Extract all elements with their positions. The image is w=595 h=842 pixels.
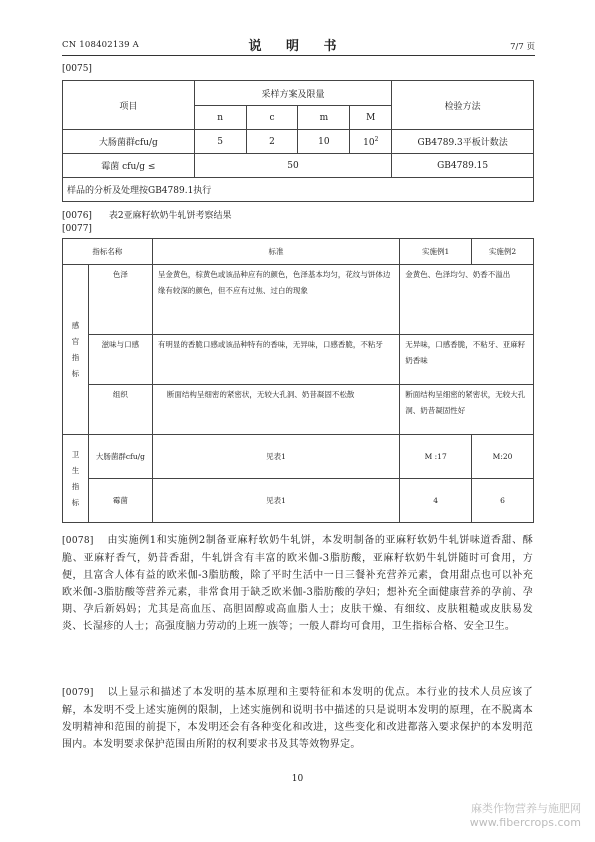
paragraph-0076 xyxy=(62,208,232,221)
table2-group-hygiene xyxy=(63,435,89,523)
watermark-line2: www.fibercrops.com xyxy=(469,816,581,829)
table1-row-mold-item: 霉菌 cfu/g ≤ xyxy=(63,154,195,178)
table2-row-texture-standard: 断面结构呈细密的紧密状，无较大孔洞、奶昔凝固不松散 xyxy=(152,385,399,435)
results-table xyxy=(62,238,534,523)
table2-row-mold-example2: 6 xyxy=(472,479,534,523)
table2-row-color-standard: 呈金黄色，棕黄色或该品种应有的颜色，色泽基本均匀，花纹与饼体边缘有较深的颜色，但不应有过焦、过白的现象 xyxy=(152,265,399,335)
table2-row-color-name: 色泽 xyxy=(88,265,152,335)
paragraph-tag-0075: [0075] xyxy=(62,64,92,74)
table1-row-mold-method: GB4789.15 xyxy=(392,154,534,178)
document-title: 说 明 书 xyxy=(248,39,347,54)
table1-row-mold-value: 50 xyxy=(194,154,392,178)
table2-row-mold-example1: 4 xyxy=(400,479,472,523)
table2-group-hygiene-label: 卫生指标 xyxy=(71,449,80,507)
table1-header-item: 项目 xyxy=(63,81,195,130)
table2-row-coliform-example1: M :17 xyxy=(400,435,472,479)
paragraph-tag-0076: [0076] xyxy=(62,211,92,221)
page-number: 10 xyxy=(291,774,304,784)
table1-header-n: n xyxy=(194,106,246,130)
table1-row-coliform-item: 大肠菌群cfu/g xyxy=(63,130,195,154)
table1-M-exponent: 2 xyxy=(374,135,379,143)
table2-row-coliform-example2: M:20 xyxy=(472,435,534,479)
paragraph-tag-0079: [0079] xyxy=(62,688,94,698)
table2-row-coliform-name: 大肠菌群cfu/g xyxy=(88,435,152,479)
table1-row-coliform-method: GB4789.3平板计数法 xyxy=(392,130,534,154)
paragraph-tag-0078: [0078] xyxy=(62,536,94,546)
table1-footer: 样品的分析及处理按GB4789.1执行 xyxy=(63,178,534,202)
table2-group-sensory xyxy=(63,265,89,435)
table2-row-taste-name: 滋味与口感 xyxy=(88,335,152,385)
table2-row-coliform-standard: 见表1 xyxy=(152,435,399,479)
table2-row-color-example1: 金黄色、色泽均匀、奶香不溢出 xyxy=(400,265,534,335)
table2-header-example2: 实施例2 xyxy=(472,239,534,265)
table2-row-taste-standard: 有明显的香脆口感或该品种特有的香味，无异味，口感香脆，不粘牙 xyxy=(152,335,399,385)
table2-header-standard: 标准 xyxy=(152,239,399,265)
table2-group-sensory-label: 感官指标 xyxy=(71,320,80,378)
paragraph-0078-text: 由实施例1和实施例2制备亚麻籽软奶牛轧饼，本发明制备的亚麻籽软奶牛轧饼味道香甜、酥脆、亚麻籽香气，奶昔香甜，牛轧饼含有丰富的欧米伽-3脂肪酸，亚麻籽软奶牛轧饼随时可食用，方便，且富含人体有益的欧米伽-3脂肪酸，除了平时生活中一日三餐补充营养元素，食用甜点也可以补充欧米伽-3脂肪酸等营养元素，非常食用于缺乏欧米伽-3脂肪酸的孕妇；想补充全面健康营养的孕前、孕期、孕后新妈妈；尤其是高血压、高胆固醇或高血脂人士；皮肤干燥、有细纹、皮肤粗糙或皮肤易发炎、长湿疹的人士；高强度脑力劳动的上班一族等；一般人群均可食用，卫生指标合格、安全卫生。 xyxy=(62,535,533,632)
table2-header-example1: 实施例1 xyxy=(400,239,472,265)
patent-number: CN 108402139 A xyxy=(62,40,139,50)
paragraph-0079 xyxy=(62,684,533,753)
table2-row-mold-name: 霉菌 xyxy=(88,479,152,523)
table1-header-c: c xyxy=(246,106,298,130)
table1-header-m: m xyxy=(298,106,350,130)
table1-M-base: 10 xyxy=(363,137,375,148)
paragraph-0078 xyxy=(62,532,533,635)
table1-row-coliform-M xyxy=(350,130,392,154)
table1-row-coliform-m: 10 xyxy=(298,130,350,154)
page-indicator: 7/7 页 xyxy=(510,42,535,52)
table2-header-name: 指标名称 xyxy=(63,239,153,265)
table2-row-texture-name: 组织 xyxy=(88,385,152,435)
sampling-table xyxy=(62,80,534,202)
table1-header-M: M xyxy=(350,106,392,130)
table1-header-plan: 采样方案及限量 xyxy=(194,81,392,106)
paragraph-0079-text: 以上显示和描述了本发明的基本原理和主要特征和本发明的优点。本行业的技术人员应该了解，本发明不受上述实施例的限制，上述实施例和说明书中描述的只是说明本发明的原理，在不脱离本发明精神和范围的前提下，本发明还会有各种变化和改进，这些变化和改进都落入要求保护的本发明范围内。本发明要求保护范围由所附的权利要求书及其等效物界定。 xyxy=(62,687,533,750)
table1-row-coliform-c: 2 xyxy=(246,130,298,154)
table1-header-method: 检验方法 xyxy=(392,81,534,130)
paragraph-tag-0077: [0077] xyxy=(62,224,92,234)
table2-row-texture-example1: 断面结构呈细密的紧密状，无较大孔洞、奶昔凝固性好 xyxy=(400,385,534,435)
table1-row-coliform-n: 5 xyxy=(194,130,246,154)
table2-caption: 表2亚麻籽软奶牛轧饼考察结果 xyxy=(108,211,232,221)
watermark-line1: 麻类作物营养与施肥网 xyxy=(471,802,581,815)
header-rule xyxy=(62,55,535,56)
table2-row-mold-standard: 见表1 xyxy=(152,479,399,523)
watermark xyxy=(470,802,581,830)
table2-row-taste-example1: 无异味，口感香脆，不粘牙、亚麻籽奶香味 xyxy=(400,335,534,385)
